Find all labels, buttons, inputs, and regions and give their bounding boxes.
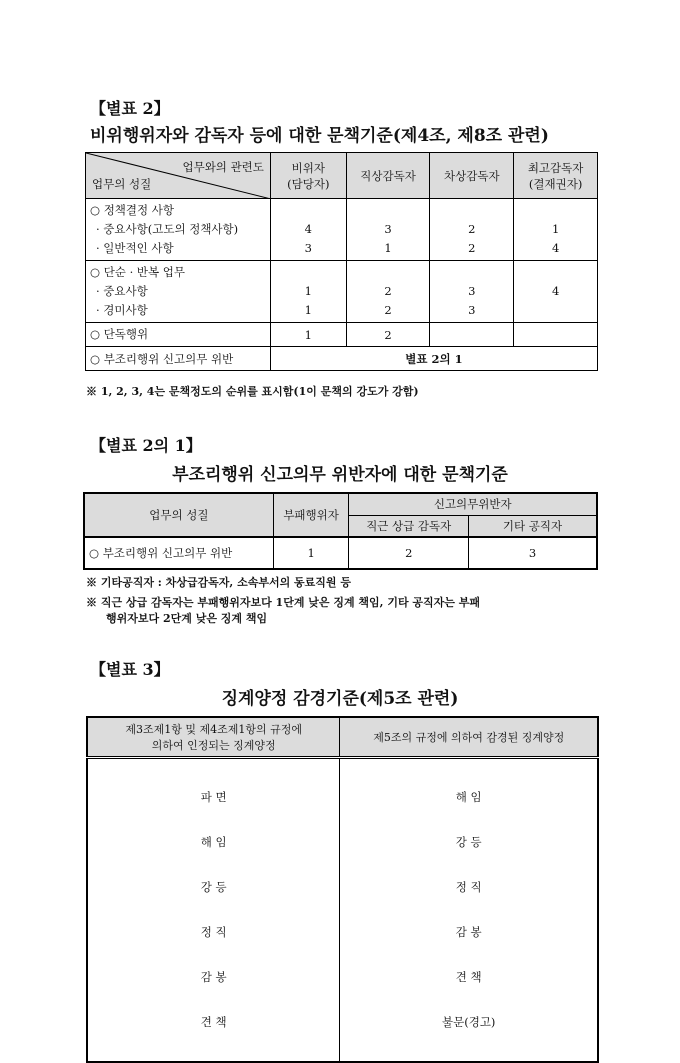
cell-value [271, 263, 346, 282]
table2 [85, 152, 598, 371]
table-row-label: · 중요사항(고도의 정책사항) [96, 222, 239, 236]
table3-header-right: 제5조의 규정에 의하여 감경된 징계양정 [340, 717, 598, 757]
table-row-label: ○ 단순 · 반복 업무 [90, 265, 185, 279]
cell-value: 1 [304, 284, 312, 298]
table21-header-nature: 업무의 성질 [84, 493, 273, 537]
table3-left-column [87, 757, 340, 1062]
cell-value: 4 [551, 241, 560, 255]
cell-value: 3 [468, 537, 597, 569]
table21 [83, 492, 598, 570]
table21-header-direct-supervisor: 직근 상급 감독자 [349, 515, 469, 537]
cell-value: 2 [349, 537, 469, 569]
list-item: 견 책 [200, 1014, 227, 1029]
table3-title: 징계양정 감경기준(제5조 관련) [221, 689, 459, 709]
table-row-label: ○ 정책결정 사항 [90, 203, 174, 217]
list-item: 강 등 [200, 879, 227, 894]
cell-value: 3 [468, 303, 476, 317]
table-row-label: · 경미사항 [96, 303, 148, 317]
table2-group3-label [86, 323, 271, 347]
table2-last-row-label: ○ 부조리행위 신고의무 위반 [86, 347, 271, 371]
diag-bottom-label: 업무의 성질 [92, 177, 152, 191]
diag-top-label: 업무와의 관련도 [182, 160, 264, 174]
list-item: 해 임 [455, 789, 482, 804]
list-item: 정 직 [455, 879, 482, 894]
cell-value [430, 201, 513, 220]
cell-value [347, 201, 430, 220]
list-item: 견 책 [455, 969, 482, 984]
table-row-label: · 중요사항 [96, 284, 148, 298]
table2-group1-col4 [514, 199, 598, 261]
table-row-label: ○ 단독행위 [90, 327, 149, 341]
table3-right-column [340, 757, 598, 1062]
cell-value: 3 [304, 241, 312, 255]
cell-value: 3 [468, 284, 476, 298]
cell-value: 2 [468, 241, 476, 255]
cell-value [347, 263, 430, 282]
cell-value: 1 [304, 303, 312, 317]
cell-value [514, 301, 597, 320]
table2-group2-col2 [346, 261, 430, 323]
table21-header-other-official: 기타 공직자 [468, 515, 597, 537]
table2-group2-col4 [514, 261, 598, 323]
cell-value [514, 323, 598, 347]
table21-header-group: 신고의무위반자 [349, 493, 597, 515]
cell-value [430, 263, 513, 282]
col-header-top-line2: (결재권자) [528, 176, 583, 191]
table3-header-left-line2: 의하여 인정되는 징계양정 [151, 738, 276, 752]
list-item: 불문(경고) [442, 1014, 496, 1029]
table2-group1-col1 [270, 199, 346, 261]
col-header-top-supervisor [514, 153, 598, 199]
table2-group1-col3 [430, 199, 514, 261]
table21-note1: ※ 기타공직자 : 차상급감독자, 소속부서의 동료직원 등 [86, 576, 352, 589]
cell-value: 2 [346, 323, 430, 347]
table3-label: 【별표 3】 [90, 660, 170, 679]
cell-value [271, 201, 346, 220]
col-header-offender-line2: (담당자) [287, 176, 330, 191]
table2-note: ※ 1, 2, 3, 4는 문책정도의 순위를 표시함(1이 문책의 강도가 강함) [86, 385, 419, 398]
table21-label: 【별표 2의 1】 [90, 436, 202, 455]
list-item: 정 직 [200, 924, 227, 939]
col-header-offender [270, 153, 346, 199]
table2-group2-col3 [430, 261, 514, 323]
col-header-second-supervisor: 차상감독자 [430, 153, 514, 199]
list-item: 해 임 [200, 834, 227, 849]
table2-group1-labels [86, 199, 271, 261]
table21-note2-line2: 행위자보다 2단계 낮은 징계 책임 [106, 612, 268, 625]
table21-header-offender: 부패행위자 [273, 493, 349, 537]
cell-value [430, 323, 514, 347]
list-item: 감 봉 [200, 969, 227, 984]
table3 [86, 716, 599, 1063]
cell-value: 1 [384, 241, 392, 255]
table2-group2-col1 [270, 261, 346, 323]
table2-last-row-value: 별표 2의 1 [270, 347, 597, 371]
cell-value: 4 [551, 284, 560, 298]
cell-value: 4 [304, 222, 312, 236]
list-item: 파 면 [200, 789, 227, 804]
list-item: 감 봉 [455, 924, 482, 939]
cell-value [514, 263, 597, 282]
cell-value: 1 [270, 323, 346, 347]
col-header-offender-line1: 비위자 [291, 160, 325, 175]
table-row-label: · 일반적인 사항 [96, 241, 174, 255]
cell-value: 3 [384, 222, 392, 236]
cell-value: 2 [384, 303, 392, 317]
table21-note2-line1: ※ 직근 상급 감독자는 부패행위자보다 1단계 낮은 징계 책임, 기타 공직자는 부패 [86, 596, 481, 609]
table21-title: 부조리행위 신고의무 위반자에 대한 문책기준 [172, 465, 508, 485]
cell-value: 2 [468, 222, 476, 236]
col-header-top-line1: 최고감독자 [527, 160, 584, 175]
table2-title: 비위행위자와 감독자 등에 대한 문책기준(제4조, 제8조 관련) [90, 126, 549, 146]
cell-value: 1 [551, 222, 560, 236]
list-item: 강 등 [455, 834, 482, 849]
cell-value: 2 [384, 284, 392, 298]
table3-header-left [87, 717, 340, 757]
table2-diagonal-header [86, 153, 271, 199]
table2-group2-labels [86, 261, 271, 323]
table2-label: 【별표 2】 [90, 99, 170, 118]
table21-row-label: ○ 부조리행위 신고의무 위반 [84, 537, 273, 569]
cell-value [514, 201, 597, 220]
table2-group1-col2 [346, 199, 430, 261]
cell-value: 1 [273, 537, 349, 569]
col-header-direct-supervisor: 직상감독자 [346, 153, 430, 199]
table3-header-left-line1: 제3조제1항 및 제4조제1항의 규정에 [125, 722, 303, 736]
